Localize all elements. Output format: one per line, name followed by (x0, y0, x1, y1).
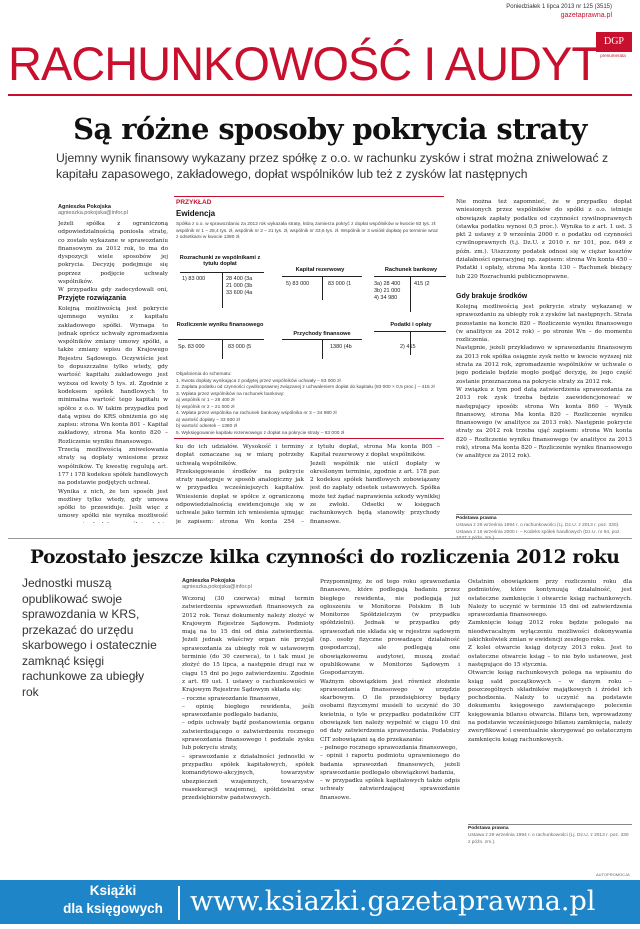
banner-label-line: dla księgowych (63, 901, 163, 916)
account-credit: 83 000 (1 (328, 281, 352, 287)
article-column-3: Ostatnim obowiązkiem przy rozliczeniu roku dla podmiotów, które kontynuują działalność, jest ostateczne zamknięcie i otwarcie ksiąg rachunkowych. Należy to uczynić w terminie 15 dni od zatwierdzenia sprawozdania finansowego. Zamknięcie ksiąg 2012 roku będzie polegało na nieodwracalnym wyłączeniu możliwości dokonywania jakichkolwiek zmian w ewidencji zeszłego roku. Z kolei otwarcie ksiąg dotyczy 2013 roku. Jest to ostateczne otwarcie ksiąg – to nie było ustawowe, jest następujące do 15 stycznia. Otwarcie ksiąg rachunkowych polega na wpisaniu do ksiąg sald początkowych – w danym roku – poszczególnych składników majątkowych i źródeł ich pochodzenia. Należy to uczynić na podstawie dokumentu księgowego zawierającego polecenie księgowania bilansu otwarcia. Bilans ten, wprowadzony na podstawie wcześniejszego bilansu zamknięcia, należy zweryfikować i ewentualnie skorygować po ostatecznym zamknięciu ksiąg rachunkowych. (468, 579, 632, 743)
legend-item: 5. Wyksięgowanie kapitału rezerwowego z dopłat na pokrycie straty – 83 000 zł (176, 430, 345, 436)
advert-tag: AUTOPROMOCJA (596, 872, 630, 877)
legend-item: 2. Zapłata podatku od czynności cywilnoprawnej związanej z uchwaleniem dopłat do kapitału (83 000 × 0,5 proc.) – 415 zł (176, 385, 435, 390)
byline (58, 204, 168, 216)
article-title: Są różne sposoby pokrycia straty (73, 112, 587, 146)
t-account-stem (222, 339, 223, 359)
article-column-4: z tytułu dopłat, strona Ma konta 805 – Kapitał rezerwowy z dopłat wspólników. Jeżeli wspólnik nie uiścił dopłaty w określonym terminie, zgodnie z art. 178 par. 2 kodeksu spółek handlowych zobowiązany jest do zapłaty odsetek ustawowych. Spółka może też żądać naprawienia szkody wynikłej ze zwłoki. Odsetki w księgach rachunkowych będą stanowiły przychody finansowe. (310, 444, 440, 525)
account-debit: 5) 83 000 (286, 281, 310, 287)
account-name: Przychody finansowe (293, 331, 351, 337)
banner-label (58, 882, 168, 918)
article-title: Pozostało jeszcze kilka czynności do rozliczenia 2012 roku (30, 547, 620, 568)
account-debit: Sp. 83 000 (178, 344, 205, 350)
site-link[interactable]: gazetaprawna.pl (560, 12, 612, 19)
subheading: Gdy brakuje środków (456, 293, 528, 300)
t-account-stem (410, 276, 411, 312)
legend-item: 4. Wpłata przez wspólnika na rachunek bankowy wspólnika nr 3 – 34 980 zł (176, 411, 337, 416)
t-account-stem (322, 339, 323, 359)
account-credit: 33 600 (4a (226, 290, 253, 296)
account-credit: 83 000 (5 (228, 344, 252, 350)
logo-subtitle: prenumerata (600, 53, 626, 58)
legal-divider (468, 824, 632, 825)
account-name: Kapitał rezerwowy (295, 267, 345, 273)
article-column-5: Nie można też zapomnieć, że w przypadku dopłat wniesionych przez wspólników do spółki z o.o. istnieje obowiązek zapłaty podatku od czynności cywilnoprawnych (stawka podatku wynosi 0,5 proc.). Wynika to z art. 1 ust. 3 pkt 2 ustawy z 9 września 2000 r. o podatku od czynności cywilnoprawnych (t.j. Dz.U. z 2010 r. nr 101, poz. 649 z późn. zm.). Uiszczony podatek odnosi się w ciężar kosztów działalności operacyjnej np. zapisem: strona Wn konta 450 – Podatki i opłaty, strona Ma konta 130 – Rachunek bieżący lub 220 Rozrachunki publicznoprawne. (456, 199, 632, 280)
account-debit: 3b) 21 000 (374, 288, 401, 294)
article-lead: Ujemny wynik finansowy wykazany przez spółkę z o.o. w rachunku zysków i strat można zniwelować z kapitału zapasowego, zakładowego, dopłat wspólników lub też z zysków lat następnych (56, 151, 609, 181)
banner-separator (178, 886, 180, 920)
banner-url-link[interactable]: www.ksiazki.gazetaprawna.pl (190, 886, 596, 917)
account-credit: 21 000 (3b (226, 283, 253, 289)
section-title: RACHUNKOWOŚĆ I AUDYT (8, 37, 600, 90)
legend-item: b) wspólnik nr 2 – 21 000 zł (176, 404, 235, 410)
account-debit: 3a) 28 400 (374, 281, 401, 287)
author-email: agnieszka.pokojska@infor.pl (58, 210, 128, 216)
article-separator (8, 538, 632, 539)
account-debit: 1) 83 000 (182, 276, 206, 282)
t-account-bar (178, 339, 264, 340)
author-name: Agnieszka Pokojska (182, 578, 235, 584)
example-bottom-rule (174, 438, 444, 439)
legal-basis-text: Ustawa z 29 września 1994 r. o rachunkowości (t.j. Dz.U. z 2013 r. poz. 330). Ustawa z 15 września 2000 r. – Kodeks spółek handlowych (Dz.U. nr 94, poz. (456, 523, 621, 535)
subheading: Przyjęte rozwiązania (58, 295, 127, 302)
section-divider (8, 94, 632, 96)
legend-box (176, 372, 442, 437)
legend-item: a) wspólnik nr 1 – 28 400 zł (176, 398, 235, 403)
legend-title: Objaśnienia do schematu: (176, 372, 232, 377)
article-column-1-continued: Kolejną możliwością jest pokrycie ujemnego wyniku z kapitału zakładowego spółki. Wymaga to jednak oprócz uchwały zgromadzenia wspólników zmiany umowy spółki, a także zmiany wpisu do Krajowego Rejestru Sądowego. Oczywiście jest to dopuszczalne tylko wtedy, gdy wartość kapitału zakładowego jest wyższa od kwoty 5 tys. zł. Zgodnie z kodeksem spółek handlowych to minimalna wartość tego kapitału w spółce z o.o. W takim przypadku pod datą wpisu do KRS obniżenia go się zapisu: strona Wn konta 801 – Kapitał zakładowy, strona Ma konto 820 – Rozliczenie wyniku finansowego. Trzecią możliwością zniwelowania straty są dopłaty wniesione przez wspólników. Tę kwestię regulują art. 177 i 178 kodeksu spółek handlowych na podstawie podjętych uchwał. Wynika z nich, że ten sposób jest możliwy tylko wtedy, gdy umowa spółki to przewiduje. Jeśli więc z umowy spółki nie wynika możliwość (58, 306, 168, 520)
dgp-logo[interactable]: DGP (596, 32, 632, 52)
t-account-stem (322, 276, 323, 300)
legal-basis-title: Podstawa prawna (468, 826, 509, 831)
account-name: Podatki i opłaty (390, 322, 432, 328)
example-text: Spółka z o.o. w sprawozdaniu za 2012 rok wykazała stratę, którą zamierza pokryć z dopłat wspólników w kwocie 83 tys. zł: wspólnik nr 1 – 28,4 tys. zł, wspólnik nr 2 – 21 tys. zł, wspólnik nr 33,6 tys. zł. Wspólnik nr 3 wniósł dopłatę po terminie wraz z odsetkami w kwocie 1380 zł. (176, 222, 439, 240)
account-credit: 28 400 (3a (226, 276, 253, 282)
account-credit: 415 (2 (414, 281, 430, 287)
author-name: Agnieszka Pokojska (58, 204, 111, 210)
legal-divider (456, 514, 632, 515)
byline (182, 578, 312, 590)
t-account-stem (222, 272, 223, 308)
article-column-5-continued: Kolejną możliwością jest pokrycie straty wykazanej w sprawozdaniu za ubiegły rok z zysków lat następnych. Strata pozostanie na koncie 820 – Rozliczenie wyniku finansowego (w analityce za 2012 rok) – po stronie Wn – do momentu rozliczenia. Następnie, jeżeli przykładowo w sprawozdaniu finansowym za 2013 rok spółka osiągnie zysk netto w kwocie wyższej niż strata za 2012 rok, zgromadzenie wspólników w uchwale o jego podziale będzie mogło podjąć decyzję, że jego część zostanie przeznaczona na pokrycie straty za 2012 rok. W związku z tym pod datą zatwierdzenia sprawozdania za 2013 rok zysk trzeba będzie zaewidencjonować w następujący sposób: strona Wn konta 860 – Wynik finansowy, strona Ma konta 820 – Rozliczenie wyniku finansowego (w analityce za 2013 rok). Następnie pokrycie straty za 2012 rok trzeba ująć zapisem: strona Wn konta 820 – Rozliczenie wyniku finansowego (w analityce za 2013 rok), strona Ma konta 820 – Rozliczenie wyniku finansowego (w analityce za 2012 rok). (456, 304, 632, 460)
legend-item: 1. Kwota dopłaty wynikająca z podjętej przez wspólników uchwały – 83 000 zł (176, 378, 341, 384)
author-email: agnieszka.pokojska@infor.pl (182, 584, 252, 590)
t-account-stem (410, 331, 411, 355)
example-title: Ewidencja (176, 209, 216, 218)
article-column-1: Wczoraj (30 czerwca) minął termin zatwierdzenia sprawozdań finansowych za 2012 rok. Teraz dokumenty należy złożyć w Krajowym Rejestrze Sądowym. Podmioty mają na to 15 dni od dnia zatwierdzenia. Jeżeli jednak właściwy organ nie przyjął sprawozdania za ubiegły rok w ustawowym terminie (do 30 czerwca), to i tak musi je złożyć do 15 lipca, a następnie drugi raz w ciągu 15 dni po jego zatwierdzeniu. Zgodnie z art. 69 ust. 1 ustawy o rachunkowości w Krajowym Rejestrze Sądowym składa się: – roczne sprawozdanie finansowe, – opinię biegłego rewidenta, jeśli sprawozdanie podlegało badaniu, – odpis uchwały bądź postanowienia organu zatwierdzającego o zatwierdzeniu rocznego sprawozdania finansowego i podziale zysku lub pokryciu straty, – sprawozdanie z działalności jednostki w przypadku spółek kapitałowych, spółek komandytowo-akcyjnych, towarzystw ubezpieczeń wzajemnych, towarzystw reasekuracji wzajemnej, spółdzielni oraz przedsiębiorstw państwowych. (182, 596, 314, 802)
article-column-3: ku do ich udziałów. Wysokość i terminy dopłat oznaczane są w miarę potrzeby uchwałą wspólników. Przeksięgowanie środków na pokrycie straty następuje w sposób analogiczny jak w przypadku wcześniejszych kapitałów. Wniesienie dopłat w spółce z ograniczoną odpowiedzialnością ewidencjonuje się w uchwale jako termin ich wniesienia ujmując je zapisem: strona Wn konta 254 – (176, 444, 304, 525)
pull-quote: Jednostki muszą opublikować swoje sprawozdania w KRS, przekazać do urzędu skarbowego i ostatecznie zamknąć księgi rachunkowe za ubiegły rok (22, 576, 157, 699)
banner-label-line: Książki (89, 883, 137, 898)
legal-basis-title: Podstawa prawna (456, 516, 497, 521)
legend-item: 3. Wpłata przez wspólników na rachunek bankowy: (176, 391, 285, 397)
account-name: Rachunek bankowy (384, 267, 438, 273)
article-column-1: Jeżeli spółka z ograniczoną odpowiedzialnością poniosła stratę, co zostało wykazane w sprawozdaniu finansowym za 2012 rok, to ma do dyspozycji wiele sposobów jej pokrycia. Decyzję podejmuje się poprzez podjęcie uchwały wspólników. W przypadku gdy zadecydowali oni, (58, 221, 168, 292)
example-label: PRZYKŁAD (176, 199, 212, 206)
account-name: Rozliczenie wyniku finansowego (176, 322, 264, 328)
account-name: Rozrachunki ze wspólnikami z tytułu dopłat (179, 255, 261, 267)
account-debit: 4) 34 980 (374, 295, 398, 301)
issue-date: Poniedziałek 1 lipca 2013 nr 125 (3515) (506, 4, 612, 10)
legend-item: b) wartość odsetek – 1380 zł (176, 424, 238, 429)
example-top-rule (174, 196, 444, 197)
account-credit: 1380 (4b (330, 344, 352, 350)
legend-item: a) wartość dopłaty – 33 600 zł (176, 417, 240, 423)
account-debit: 2) 415 (400, 344, 416, 350)
legal-basis-text: Ustawa z 29 września 1994 r. o rachunkowości (t.j. Dz.U. z 2013 r. poz. 330 z późn. zm.). (468, 833, 629, 845)
article-column-2: Przypomnijmy, że od tego roku sprawozdania finansowe, które podlegają badaniu przez biegłego rewidenta, nie podlegają już ogłoszeniu w Monitorze Polskim B lub Monitorze Spółdzielczym (w przypadku spółdzielni). Jednak w przypadku gdy sprawozdań nie składa się w rejestrze sądowym (np. osoby fizyczne prowadzące działalność gospodarczą), ale podlegają one obowiązkowemu audytowi, muszą zostać opublikowane w Monitorze Sądowym i Gospodarczym. Ważnym obowiązkiem jest również złożenie sprawozdania finansowego w urzędzie skarbowym. O ile przedsiębiorcy będący osobami fizycznymi musieli to uczynić do 30 kwietnia, o tyle w przypadku podatników CIT obowiązek ten należy wypełnić w ciągu 10 dni od daty zatwierdzenia sprawozdania. Podatnicy CIT zobowiązani są do przekazania: – pełnego rocznego sprawozdania finansowego, – opinii i raportu podmiotu uprawnionego do badania sprawozdań finansowych, jeżeli sprawozdanie podlegało obowiązkowi badania, – w przypadku spółek kapitałowych także odpis uchwały zatwierdzającej sprawozdanie finansowe. (320, 579, 460, 801)
